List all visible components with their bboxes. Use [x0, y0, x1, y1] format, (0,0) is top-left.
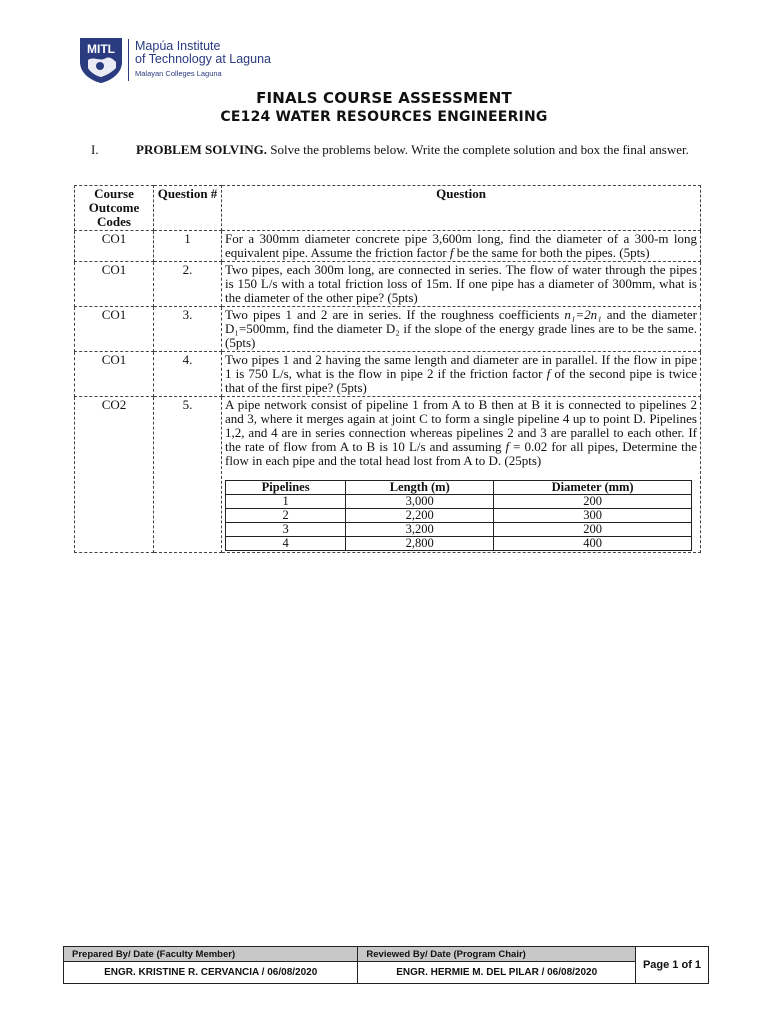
question-text: A pipe network consist of pipeline 1 from A to B then at B it is connected to pipelines 2 and 3, where it merges again at joint C to form a single pipeline 4 up to point D. Pipelines 1,2, and 4 are in series connection whereas pipelines 2 and 3 are parallel to each other. If the rate of flow from A to B is 10 L/s and assuming f = 0.02 for all pipes, Determine the flow in each pipe and the total head lost from A to D. (25pts) Pipelines Length (m) Diameter (mm) 1 3,000 200 2 2,200 300 3 3,200 200 4 2,800 400 — [222, 397, 701, 553]
length-header: Length (m) — [346, 481, 494, 495]
outcome-code: CO2 — [75, 397, 154, 553]
pipeline-row: 2 2,200 300 — [226, 509, 692, 523]
header-question: Question — [222, 186, 701, 231]
pipeline-row: 4 2,800 400 — [226, 537, 692, 551]
footer-table — [63, 946, 709, 984]
question-number: 1 — [154, 231, 222, 262]
questions-table — [74, 185, 701, 553]
header-course-outcome: Course Outcome Codes — [75, 186, 154, 231]
logo-text — [135, 40, 271, 80]
shield-crest-icon — [78, 36, 124, 84]
document-title: FINALS COURSE ASSESSMENT — [256, 89, 512, 107]
logo-divider — [128, 39, 129, 81]
question-number: 4. — [154, 352, 222, 397]
question-text: Two pipes 1 and 2 are in series. If the roughness coefficients n₁=2n₁ and the diameter D₁=500mm, find the diameter D₂ if the slope of the energy grade lines are to be the same. (5pts) — [222, 307, 701, 352]
logo-line-3: Malayan Colleges Laguna — [135, 69, 222, 78]
logo-line-1: Mapúa Institute — [135, 39, 221, 53]
section-body — [136, 143, 701, 157]
question-text: Two pipes 1 and 2 having the same length and diameter are in parallel. If the flow in pipe 1 is 750 L/s, what is the flow in pipe 2 if the friction factor f of the second pipe is twice that of the first pipe? (5pts) — [222, 352, 701, 397]
question-number: 5. — [154, 397, 222, 553]
reviewed-by-label: Reviewed By/ Date (Program Chair) — [358, 947, 636, 962]
logo-abbrev: MITL — [87, 42, 115, 56]
table-row — [75, 352, 701, 397]
outcome-code: CO1 — [75, 231, 154, 262]
table-header-row — [75, 186, 701, 231]
prepared-by-value: ENGR. KRISTINE R. CERVANCIA / 06/08/2020 — [64, 962, 358, 984]
pipelines-header-row — [226, 481, 692, 495]
diameter-header: Diameter (mm) — [494, 481, 692, 495]
page-number: Page 1 of 1 — [636, 947, 709, 984]
table-row — [75, 262, 701, 307]
section-instructions — [91, 143, 701, 157]
pipelines-header: Pipelines — [226, 481, 346, 495]
document-subtitle: CE124 WATER RESOURCES ENGINEERING — [220, 109, 548, 125]
prepared-by-label: Prepared By/ Date (Faculty Member) — [64, 947, 358, 962]
section-number: I. — [91, 142, 99, 157]
document-footer — [63, 946, 709, 982]
outcome-code: CO1 — [75, 307, 154, 352]
question-text: For a 300mm diameter concrete pipe 3,600m long, find the diameter of a 300-m long equivalent pipe. Assume the friction factor f be the same for both the pipes. (5pts) — [222, 231, 701, 262]
institution-logo — [78, 36, 271, 84]
table-row — [75, 231, 701, 262]
pipelines-table — [225, 480, 692, 551]
outcome-code: CO1 — [75, 352, 154, 397]
header-question-number: Question # — [154, 186, 222, 231]
section-heading: PROBLEM SOLVING. — [136, 142, 267, 157]
reviewed-by-value: ENGR. HERMIE M. DEL PILAR / 06/08/2020 — [358, 962, 636, 984]
question-text: Two pipes, each 300m long, are connected in series. The flow of water through the pipes is 150 L/s with a total friction loss of 15m. If one pipe has a diameter of 300mm, what is the diameter of the other pipe? (5pts) — [222, 262, 701, 307]
question-number: 2. — [154, 262, 222, 307]
table-row — [75, 397, 701, 553]
pipeline-row: 3 3,200 200 — [226, 523, 692, 537]
outcome-code: CO1 — [75, 262, 154, 307]
logo-line-2: of Technology at Laguna — [135, 52, 271, 66]
pipeline-row: 1 3,000 200 — [226, 495, 692, 509]
table-row — [75, 307, 701, 352]
question-number: 3. — [154, 307, 222, 352]
section-instructions-text: Solve the problems below. Write the complete solution and box the final answer. — [267, 142, 689, 157]
